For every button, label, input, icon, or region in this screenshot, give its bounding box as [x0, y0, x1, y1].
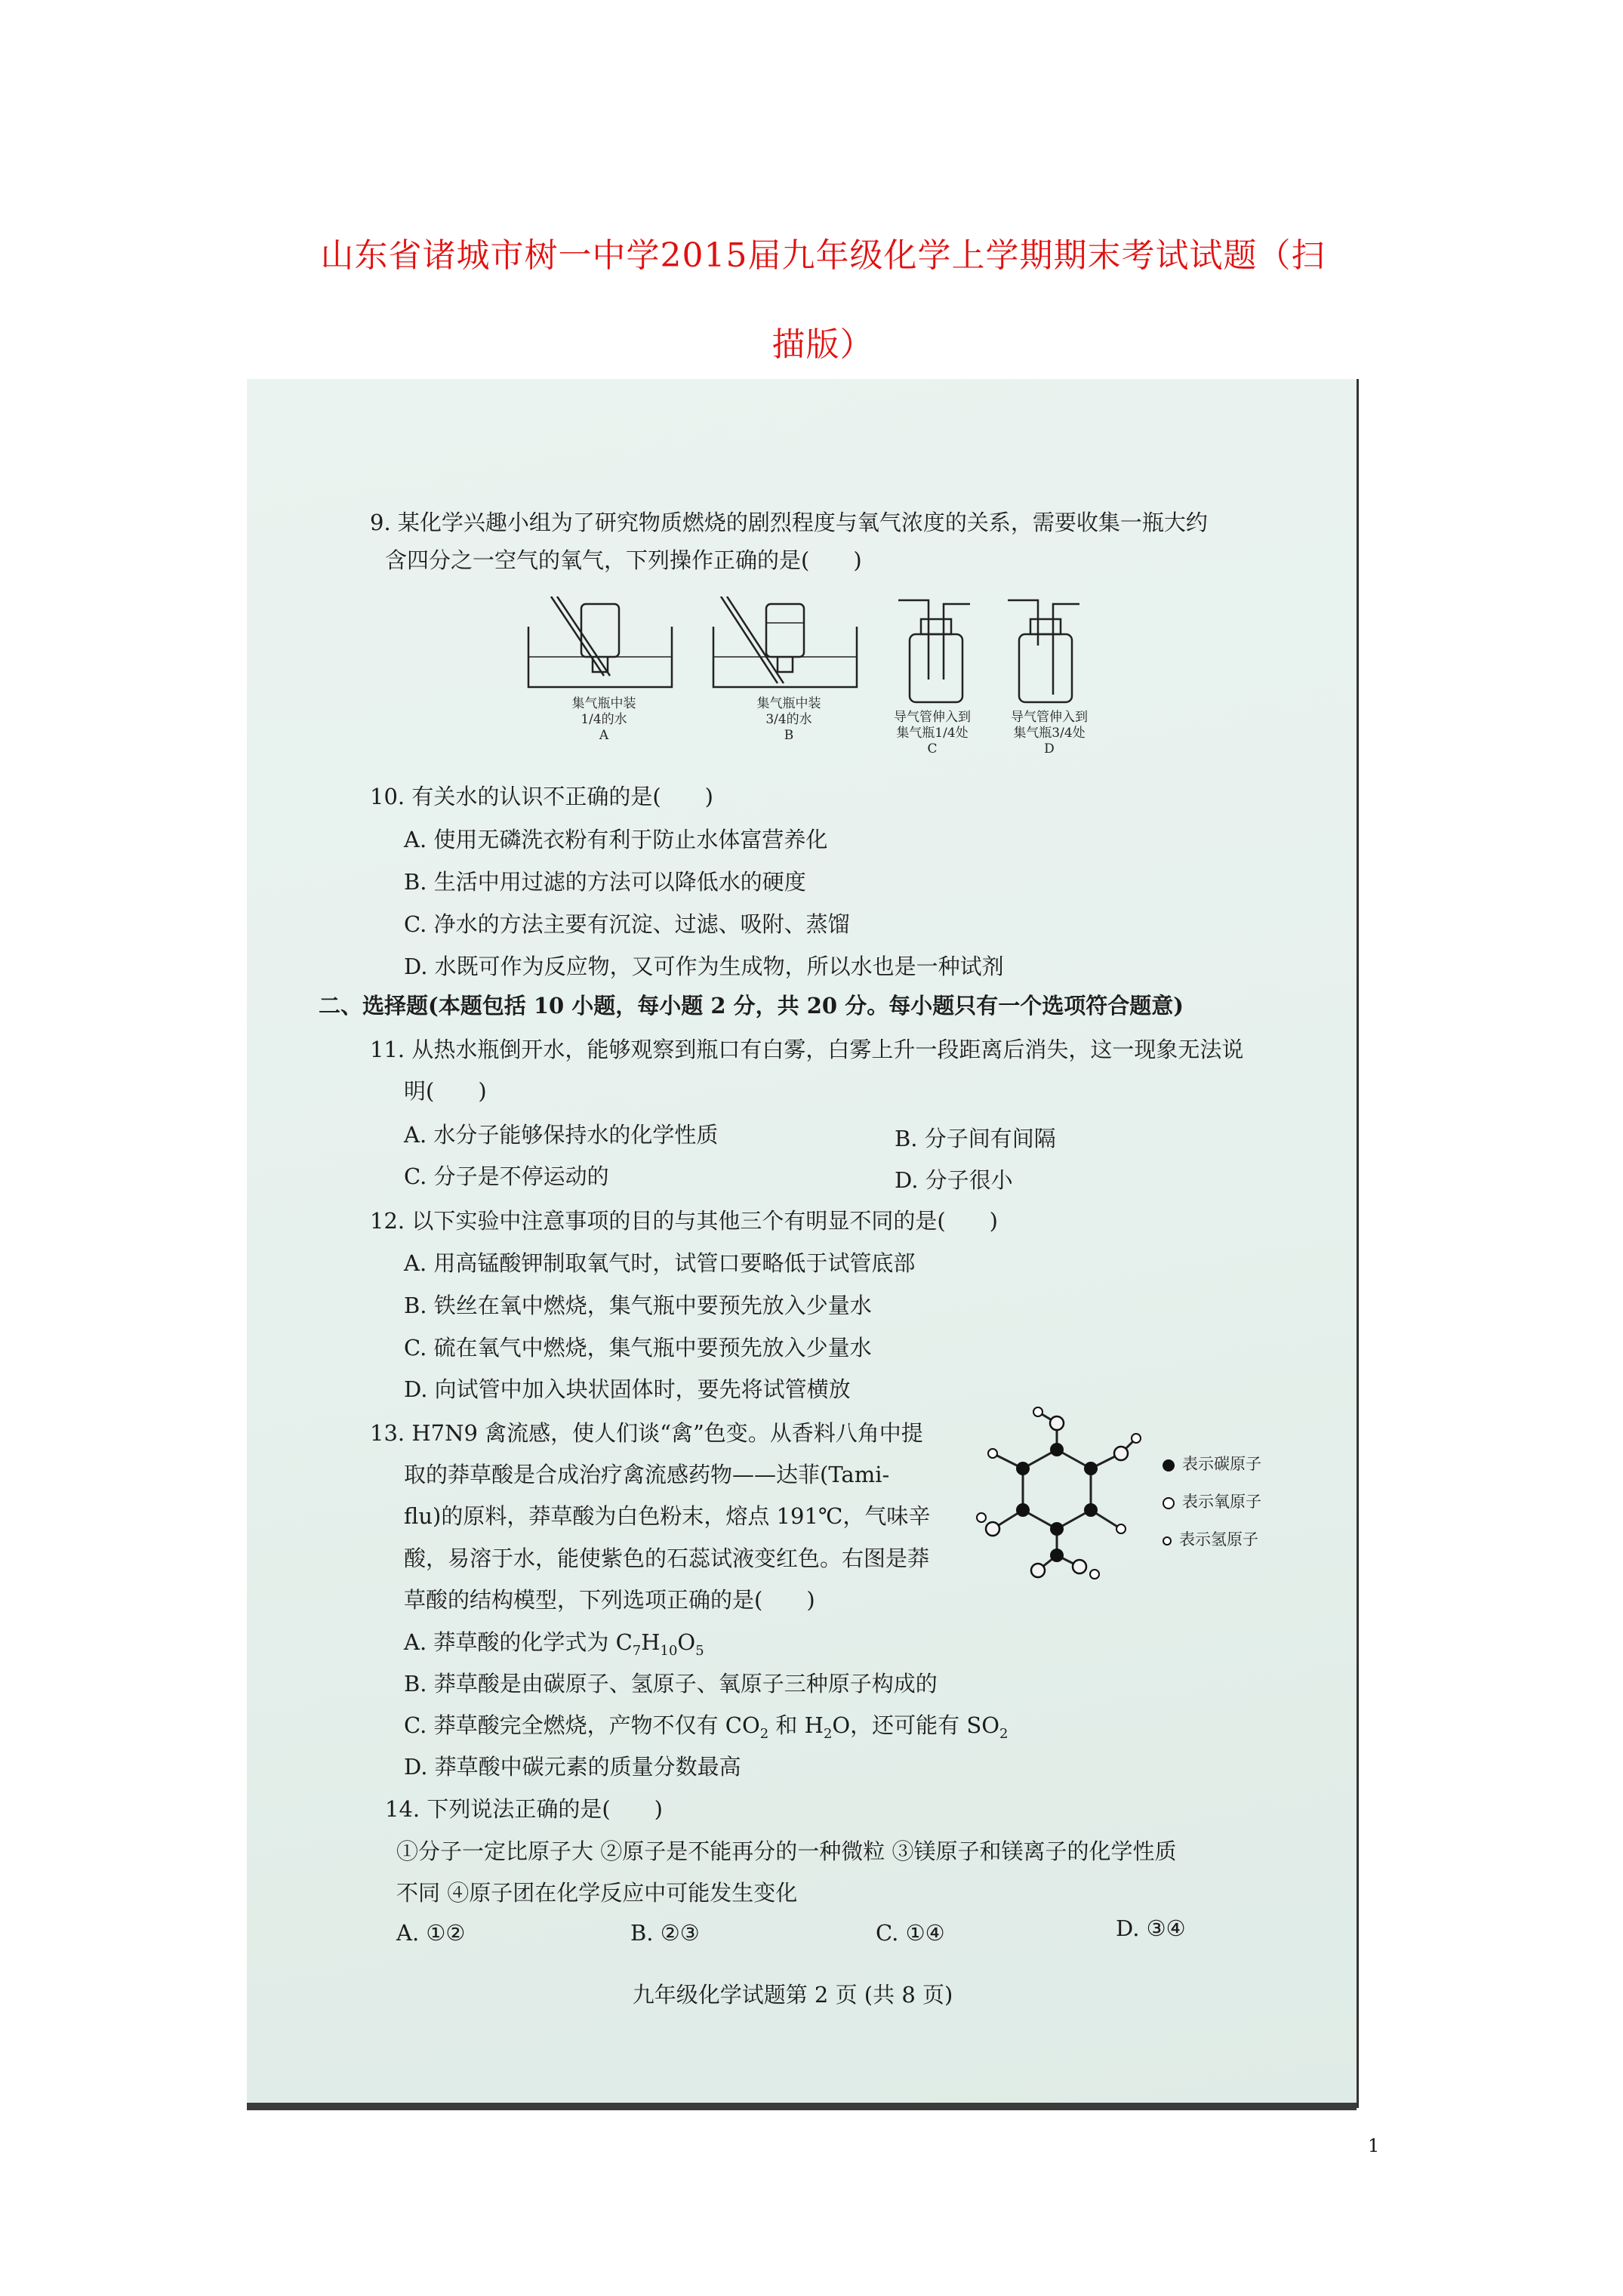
q14-statement-line2: 不同 ④原子团在化学反应中可能发生变化 — [396, 1880, 798, 1906]
q10-option-c: C. 净水的方法主要有沉淀、过滤、吸附、蒸馏 — [404, 911, 850, 937]
q9-option-b-label: 集气瓶中装 3/4的水 B — [756, 696, 821, 743]
q11-option-d: D. 分子很小 — [895, 1167, 1013, 1193]
q13-stem-line3: flu)的原料，莽草酸为白色粉末，熔点 191℃，气味辛 — [404, 1503, 931, 1529]
title-line-1: 山东省诸城市树一中学2015届九年级化学上学期期末考试试题（扫 — [320, 236, 1326, 275]
apparatus-a — [528, 596, 672, 687]
shikimic-acid-model — [966, 1404, 1147, 1586]
q9-stem-line2: 含四分之一空气的氧气，下列操作正确的是( ) — [385, 547, 862, 573]
scan-shadow — [247, 2103, 1357, 2110]
q14-statement-line1: ①分子一定比原子大 ②原子是不能再分的一种微粒 ③镁原子和镁离子的化学性质 — [396, 1838, 1177, 1864]
q14-stem: 14. 下列说法正确的是( ) — [385, 1796, 663, 1822]
q10-stem: 10. 有关水的认识不正确的是( ) — [370, 784, 713, 809]
q13-option-c: C. 莽草酸完全燃烧，产物不仅有 $CO_2$ 和 $H_2O$，还可能有 $SO_2$ — [404, 1712, 1009, 1742]
q14-option-a: A. ①② — [396, 1920, 466, 1946]
q10-option-d: D. 水既可作为反应物，又可作为生成物，所以水也是一种试剂 — [404, 954, 1004, 979]
section-2-header: 二、选择题(本题包括 10 小题，每小题 2 分，共 20 分。每小题只有一个选项符合题意) — [319, 993, 1184, 1019]
q11-option-a: A. 水分子能够保持水的化学性质 — [404, 1122, 719, 1148]
document-title — [226, 211, 1419, 390]
q12-option-b: B. 铁丝在氧中燃烧，集气瓶中要预先放入少量水 — [404, 1293, 872, 1318]
q9-option-d-label: 导气管伸入到 集气瓶3/4处 D — [1011, 710, 1088, 757]
legend-hydrogen: 表示氢原子 — [1163, 1527, 1258, 1550]
q12-option-d: D. 向试管中加入块状固体时，要先将试管横放 — [404, 1376, 851, 1402]
q10-option-b: B. 生活中用过滤的方法可以降低水的硬度 — [404, 869, 806, 895]
q13-stem-line5: 草酸的结构模型，下列选项正确的是( ) — [404, 1587, 815, 1613]
title-line-2: 描版） — [771, 325, 874, 364]
q13-option-a: A. 莽草酸的化学式为 $C_7H_{10}O_5$ — [404, 1629, 704, 1659]
q9-stem-line1: 9. 某化学兴趣小组为了研究物质燃烧的剧烈程度与氧气浓度的关系，需要收集一瓶大约 — [370, 510, 1208, 535]
q12-option-c: C. 硫在氧气中燃烧，集气瓶中要预先放入少量水 — [404, 1335, 872, 1361]
q14-option-c: C. ①④ — [876, 1920, 945, 1946]
apparatus-d — [1008, 600, 1079, 702]
hydrogen-atom-icon — [1163, 1536, 1172, 1546]
q13-option-d: D. 莽草酸中碳元素的质量分数最高 — [404, 1754, 741, 1780]
q13-stem-line1: 13. H7N9 禽流感，使人们谈“禽”色变。从香料八角中提 — [370, 1420, 923, 1446]
q11-stem-line1: 11. 从热水瓶倒开水，能够观察到瓶口有白雾，白雾上升一段距离后消失，这一现象无法说 — [370, 1037, 1244, 1062]
q14-option-b: B. ②③ — [630, 1920, 700, 1946]
q9-option-c-label: 导气管伸入到 集气瓶1/4处 C — [894, 710, 971, 757]
apparatus-b — [713, 596, 857, 687]
page-footer: 九年级化学试题第 2 页 (共 8 页) — [632, 1982, 953, 2008]
oxygen-atom-icon — [1163, 1497, 1175, 1509]
q13-option-b: B. 莽草酸是由碳原子、氢原子、氧原子三种原子构成的 — [404, 1671, 938, 1697]
page-number: 1 — [1368, 2135, 1380, 2156]
legend-carbon: 表示碳原子 — [1163, 1452, 1261, 1475]
q11-option-c: C. 分子是不停运动的 — [404, 1163, 609, 1189]
apparatus-c — [898, 600, 970, 702]
q11-option-b: B. 分子间有间隔 — [895, 1126, 1056, 1151]
q11-stem-line2: 明( ) — [404, 1078, 487, 1104]
q13-stem-line4: 酸，易溶于水，能使紫色的石蕊试液变红色。右图是莽 — [404, 1546, 930, 1571]
q10-option-a: A. 使用无磷洗衣粉有利于防止水体富营养化 — [404, 827, 828, 852]
q12-option-a: A. 用高锰酸钾制取氧气时，试管口要略低于试管底部 — [404, 1250, 916, 1276]
q13-stem-line2: 取的莽草酸是合成治疗禽流感药物——达菲(Tami- — [404, 1462, 890, 1487]
q14-option-d: D. ③④ — [1116, 1915, 1186, 1941]
legend-oxygen: 表示氧原子 — [1163, 1490, 1261, 1512]
q12-stem: 12. 以下实验中注意事项的目的与其他三个有明显不同的是( ) — [370, 1208, 998, 1234]
carbon-atom-icon — [1163, 1459, 1175, 1472]
q9-option-a-label: 集气瓶中装 1/4的水 A — [571, 696, 636, 743]
